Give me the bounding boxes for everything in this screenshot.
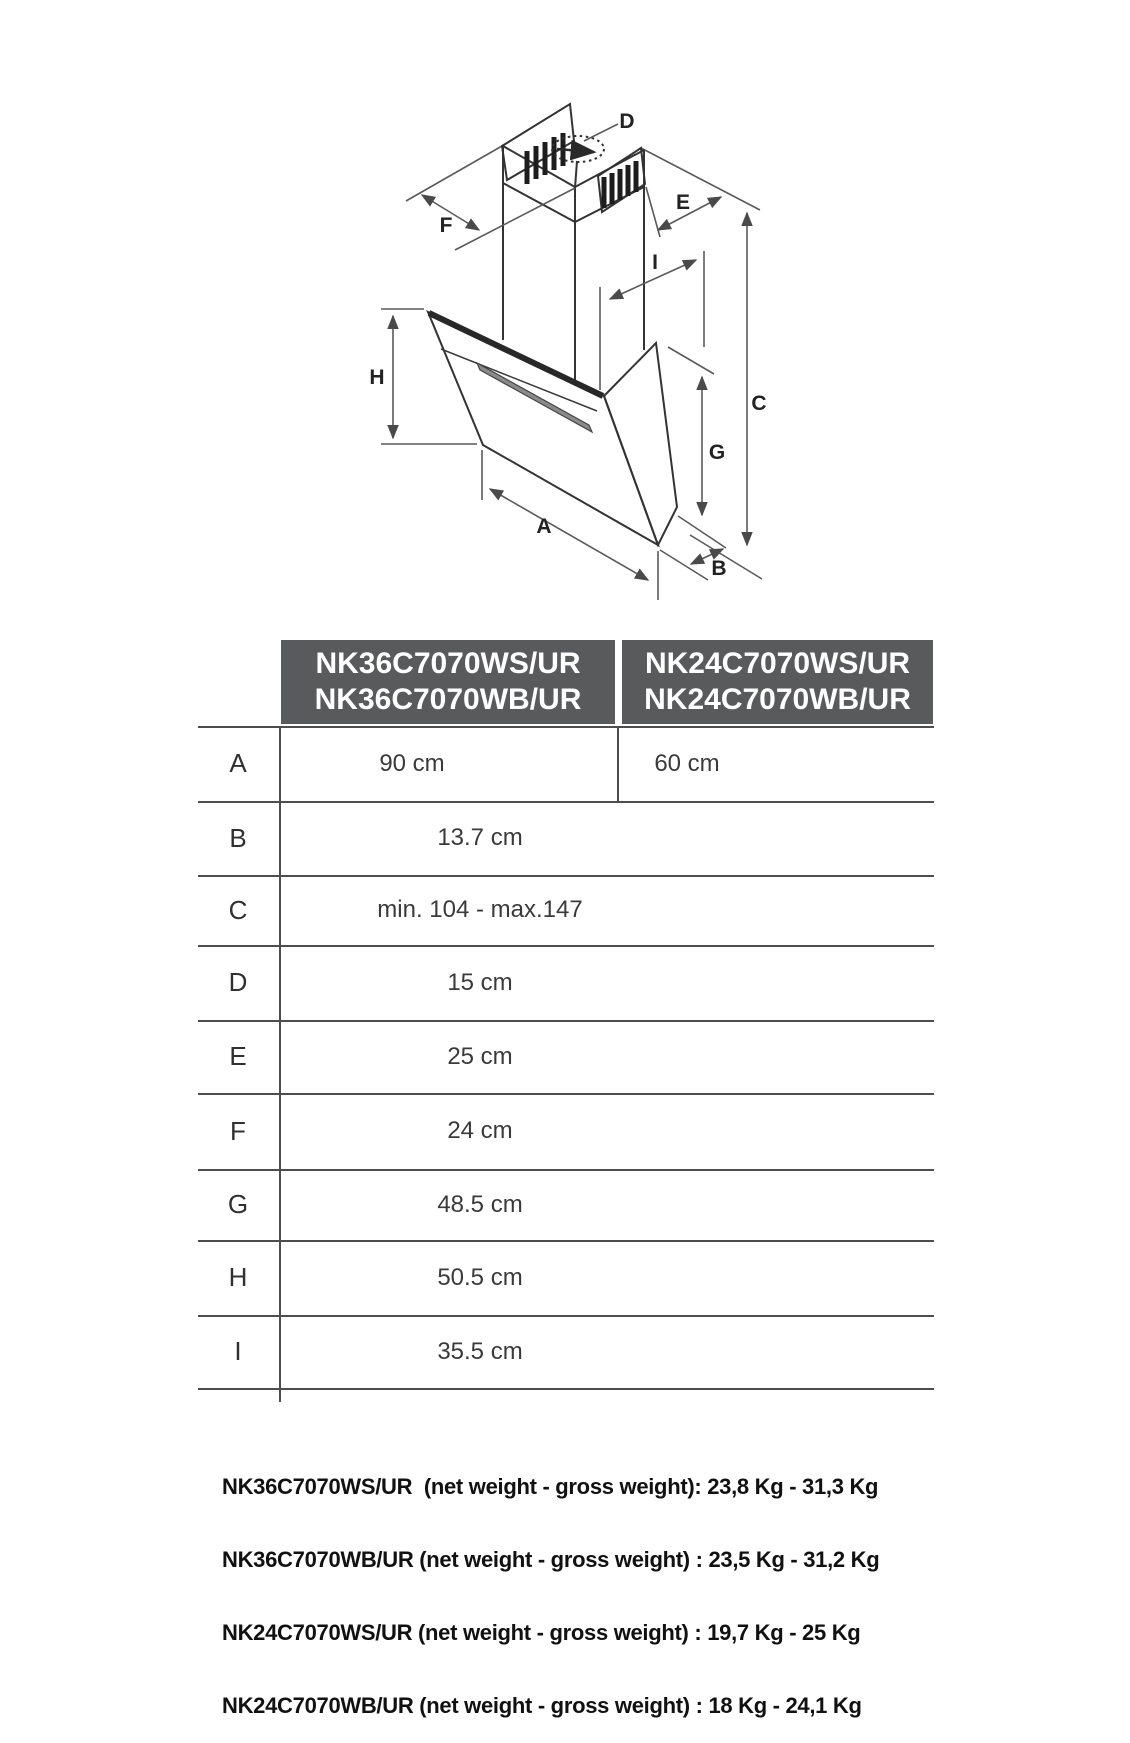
row-label: B bbox=[229, 822, 247, 853]
model-name: NK36C7070WS/UR bbox=[315, 647, 581, 680]
table-header-col2 bbox=[622, 640, 933, 724]
cell-value: 24 cm bbox=[447, 1117, 513, 1144]
cell-value: 90 cm bbox=[379, 749, 445, 777]
dim-label-b: B bbox=[711, 557, 727, 580]
dim-label-g: G bbox=[708, 441, 726, 464]
row-label: C bbox=[228, 894, 248, 925]
dim-label-h: H bbox=[369, 366, 385, 389]
cell-value: 50.5 cm bbox=[437, 1263, 523, 1291]
weight-note-line: NK24C7070WS/UR (net weight - gross weight) : 19,7 Kg - 25 Kg bbox=[222, 1620, 861, 1646]
hood-side-panel bbox=[604, 343, 677, 545]
row-label: I bbox=[234, 1336, 242, 1366]
cell-value: 13.7 cm bbox=[437, 824, 523, 851]
cell-value: 35.5 cm bbox=[437, 1337, 523, 1365]
cell-value: 60 cm bbox=[654, 749, 720, 777]
dim-label-e: E bbox=[675, 191, 691, 214]
weight-note-line: NK36C7070WS/UR (net weight - gross weight): 23,8 Kg - 31,3 Kg bbox=[222, 1473, 879, 1499]
dim-label-a: A bbox=[536, 515, 552, 538]
row-label: A bbox=[229, 748, 247, 778]
row-label: E bbox=[229, 1041, 247, 1071]
cell-value: 25 cm bbox=[447, 1042, 513, 1070]
row-label: F bbox=[230, 1115, 246, 1146]
model-name: NK36C7070WB/UR bbox=[314, 683, 582, 716]
dim-label-i: I bbox=[652, 251, 658, 274]
cell-value: 48.5 cm bbox=[437, 1190, 523, 1218]
dim-label-d: D bbox=[619, 110, 635, 133]
row-label: H bbox=[228, 1262, 248, 1292]
dim-d-leader bbox=[584, 124, 618, 141]
row-label: D bbox=[228, 967, 248, 997]
dim-label-c: C bbox=[751, 392, 767, 415]
weight-note-line: NK24C7070WB/UR (net weight - gross weight) : 18 Kg - 24,1 Kg bbox=[222, 1693, 862, 1719]
weight-note-line: NK36C7070WB/UR (net weight - gross weight) : 23,5 Kg - 31,2 Kg bbox=[222, 1547, 880, 1573]
row-label: G bbox=[227, 1189, 249, 1219]
table-header-col1 bbox=[281, 640, 615, 724]
hood-dimension-drawing bbox=[340, 70, 790, 610]
cell-value: 15 cm bbox=[447, 968, 513, 996]
cell-value: min. 104 - max.147 bbox=[377, 896, 583, 923]
weight-notes bbox=[222, 1426, 879, 1743]
model-name: NK24C7070WS/UR bbox=[644, 647, 911, 680]
model-name: NK24C7070WB/UR bbox=[644, 683, 911, 716]
dim-label-f: F bbox=[439, 214, 453, 237]
